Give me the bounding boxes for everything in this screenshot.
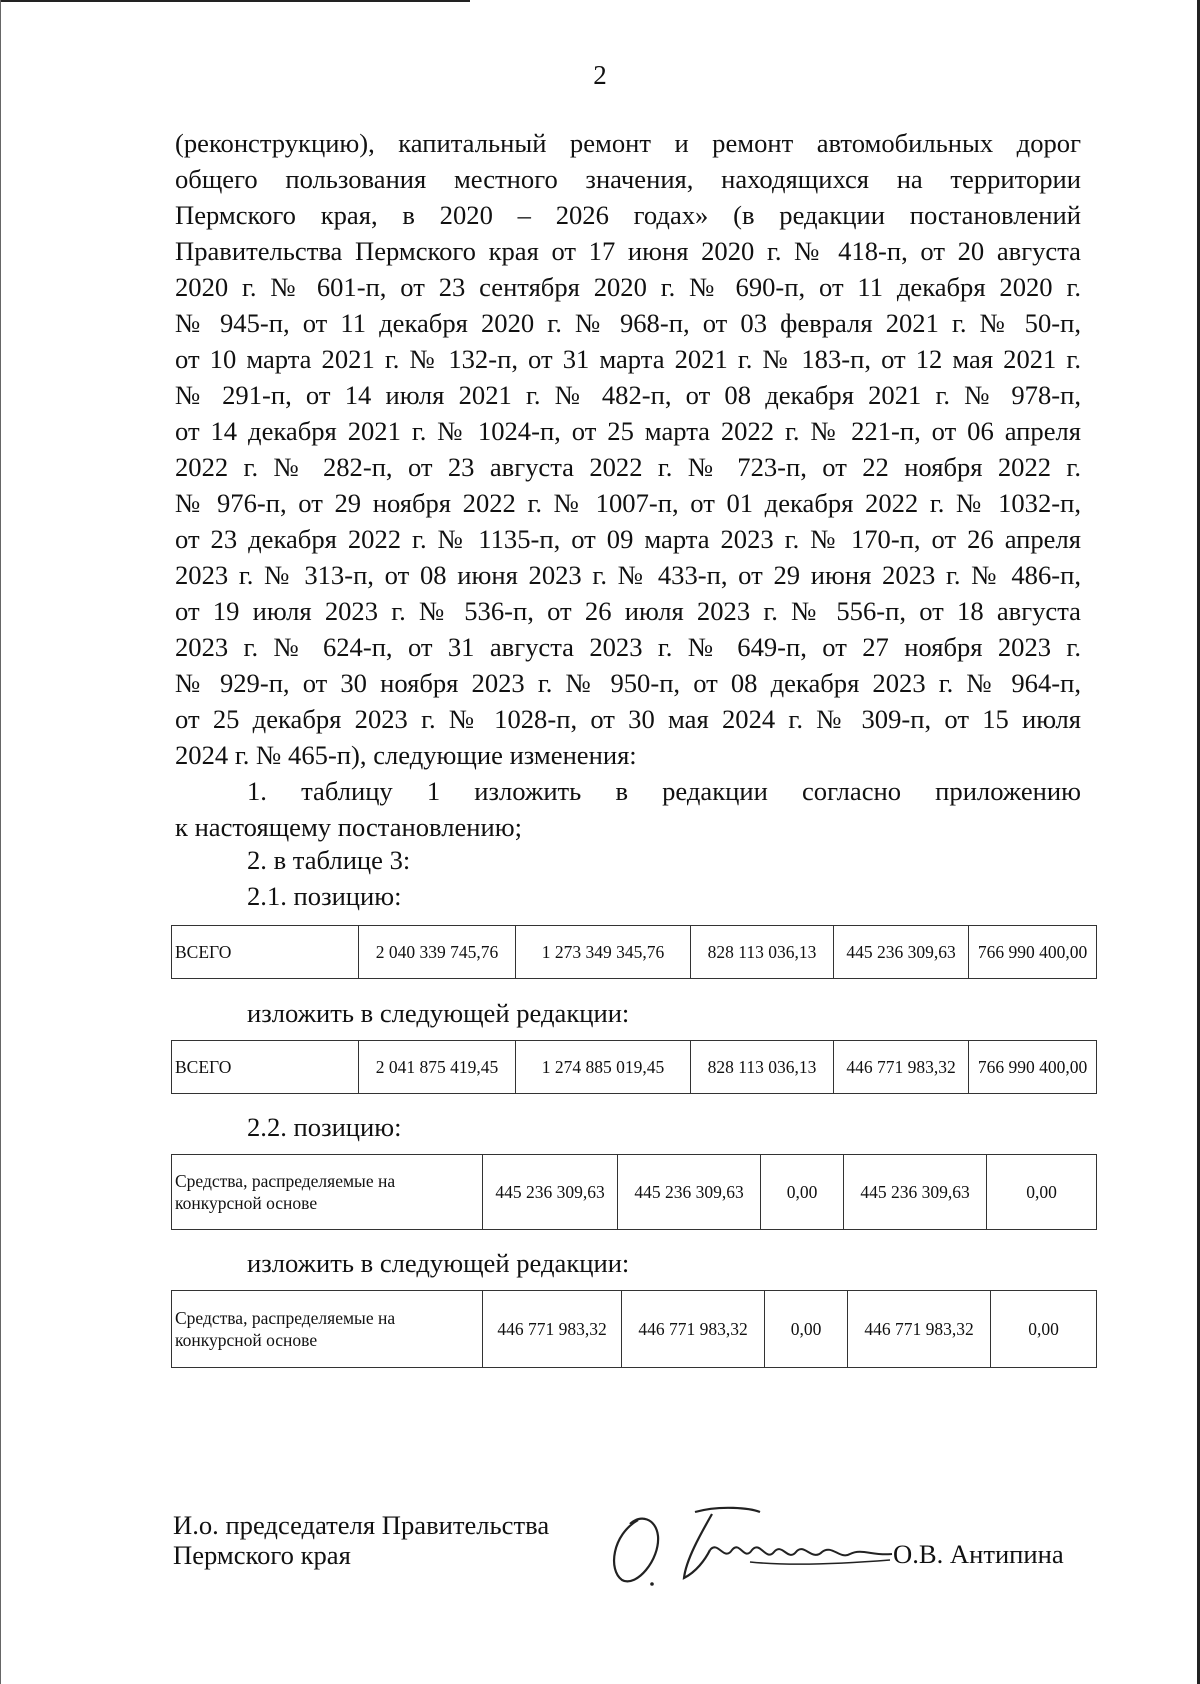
cell-value: 0,00 <box>761 1155 844 1230</box>
cell-value: 446 771 983,32 <box>848 1291 991 1368</box>
signatory-position-line-2: Пермского края <box>173 1540 351 1570</box>
cell-label: ВСЕГО <box>172 1041 359 1094</box>
table-row <box>172 1041 1097 1094</box>
paragraph-line: от 23 декабря 2022 г. № 1135-п, от 09 марта 2023 г. № 170-п, от 26 апреля <box>175 524 1081 554</box>
cell-value: 828 113 036,13 <box>691 1041 834 1094</box>
cell-value: 1 274 885 019,45 <box>516 1041 691 1094</box>
paragraph-line: 2023 г. № 624-п, от 31 августа 2023 г. № 649-п, от 27 ноября 2023 г. <box>175 632 1081 662</box>
cell-value: 828 113 036,13 <box>691 926 834 979</box>
cell-label: Средства, распределяемые на конкурсной основе <box>172 1155 483 1230</box>
cell-value: 2 040 339 745,76 <box>359 926 516 979</box>
scan-border-left <box>0 0 1 1684</box>
cell-value: 445 236 309,63 <box>834 926 969 979</box>
paragraph-line: 2022 г. № 282-п, от 23 августа 2022 г. № 723-п, от 22 ноября 2022 г. <box>175 452 1081 482</box>
main-paragraph <box>175 125 1081 845</box>
paragraph-line: от 14 декабря 2021 г. № 1024-п, от 25 марта 2022 г. № 221-п, от 06 апреля <box>175 416 1081 446</box>
paragraph-line: № 976-п, от 29 ноября 2022 г. № 1007-п, от 01 декабря 2022 г. № 1032-п, <box>175 488 1081 518</box>
cell-value: 446 771 983,32 <box>622 1291 765 1368</box>
item-2-2: 2.2. позицию: <box>247 1112 402 1142</box>
cell-value: 0,00 <box>765 1291 848 1368</box>
replace-label-1: изложить в следующей редакции: <box>247 998 630 1028</box>
paragraph-line: № 929-п, от 30 ноября 2023 г. № 950-п, от 08 декабря 2023 г. № 964-п, <box>175 668 1081 698</box>
paragraph-line: № 291-п, от 14 июля 2021 г. № 482-п, от 08 декабря 2021 г. № 978-п, <box>175 380 1081 410</box>
paragraph-line: (реконструкцию), капитальный ремонт и ремонт автомобильных дорог <box>175 128 1081 158</box>
paragraph-line: Пермского края, в 2020 – 2026 годах» (в редакции постановлений <box>175 200 1081 230</box>
table-row <box>172 1291 1097 1368</box>
cell-value: 2 041 875 419,45 <box>359 1041 516 1094</box>
handwritten-signature <box>600 1500 900 1590</box>
item-2: 2. в таблице 3: <box>247 845 411 875</box>
scan-border-top <box>0 0 470 2</box>
item-1-line-1: 1. таблицу 1 изложить в редакции согласно приложению <box>247 776 1081 806</box>
table-position-total-new <box>171 1040 1097 1094</box>
cell-label: Средства, распределяемые на конкурсной основе <box>172 1291 483 1368</box>
cell-value: 445 236 309,63 <box>483 1155 618 1230</box>
paragraph-line: от 19 июля 2023 г. № 536-п, от 26 июля 2023 г. № 556-п, от 18 августа <box>175 596 1081 626</box>
page-number: 2 <box>593 60 607 90</box>
table-row <box>172 926 1097 979</box>
signatory-name: О.В. Антипина <box>893 1539 1064 1569</box>
cell-value: 446 771 983,32 <box>834 1041 969 1094</box>
cell-value: 445 236 309,63 <box>618 1155 761 1230</box>
paragraph-line: 2020 г. № 601-п, от 23 сентября 2020 г. № 690-п, от 11 декабря 2020 г. <box>175 272 1081 302</box>
signatory-position-line-1: И.о. председателя Правительства <box>173 1510 550 1540</box>
cell-value: 766 990 400,00 <box>969 1041 1097 1094</box>
cell-value: 445 236 309,63 <box>844 1155 987 1230</box>
cell-value: 1 273 349 345,76 <box>516 926 691 979</box>
item-2-1: 2.1. позицию: <box>247 881 402 911</box>
paragraph-line: от 25 декабря 2023 г. № 1028-п, от 30 мая 2024 г. № 309-п, от 15 июля <box>175 704 1081 734</box>
cell-value: 0,00 <box>991 1291 1097 1368</box>
paragraph-line: Правительства Пермского края от 17 июня 2020 г. № 418-п, от 20 августа <box>175 236 1081 266</box>
cell-label: ВСЕГО <box>172 926 359 979</box>
paragraph-line: 2023 г. № 313-п, от 08 июня 2023 г. № 433-п, от 29 июня 2023 г. № 486-п, <box>175 560 1081 590</box>
paragraph-line: общего пользования местного значения, находящихся на территории <box>175 164 1081 194</box>
table-position-competitive-old <box>171 1154 1097 1230</box>
cell-value: 446 771 983,32 <box>483 1291 622 1368</box>
table-row <box>172 1155 1097 1230</box>
replace-label-2: изложить в следующей редакции: <box>247 1248 630 1278</box>
table-position-total-old <box>171 925 1097 979</box>
table-position-competitive-new <box>171 1290 1097 1368</box>
item-1-line-2: к настоящему постановлению; <box>175 812 523 842</box>
cell-value: 766 990 400,00 <box>969 926 1097 979</box>
cell-value: 0,00 <box>987 1155 1097 1230</box>
paragraph-line: № 945-п, от 11 декабря 2020 г. № 968-п, от 03 февраля 2021 г. № 50-п, <box>175 308 1081 338</box>
paragraph-line: 2024 г. № 465-п), следующие изменения: <box>175 740 637 770</box>
signatory-position <box>173 1510 549 1570</box>
paragraph-line: от 10 марта 2021 г. № 132-п, от 31 марта 2021 г. № 183-п, от 12 мая 2021 г. <box>175 344 1081 374</box>
